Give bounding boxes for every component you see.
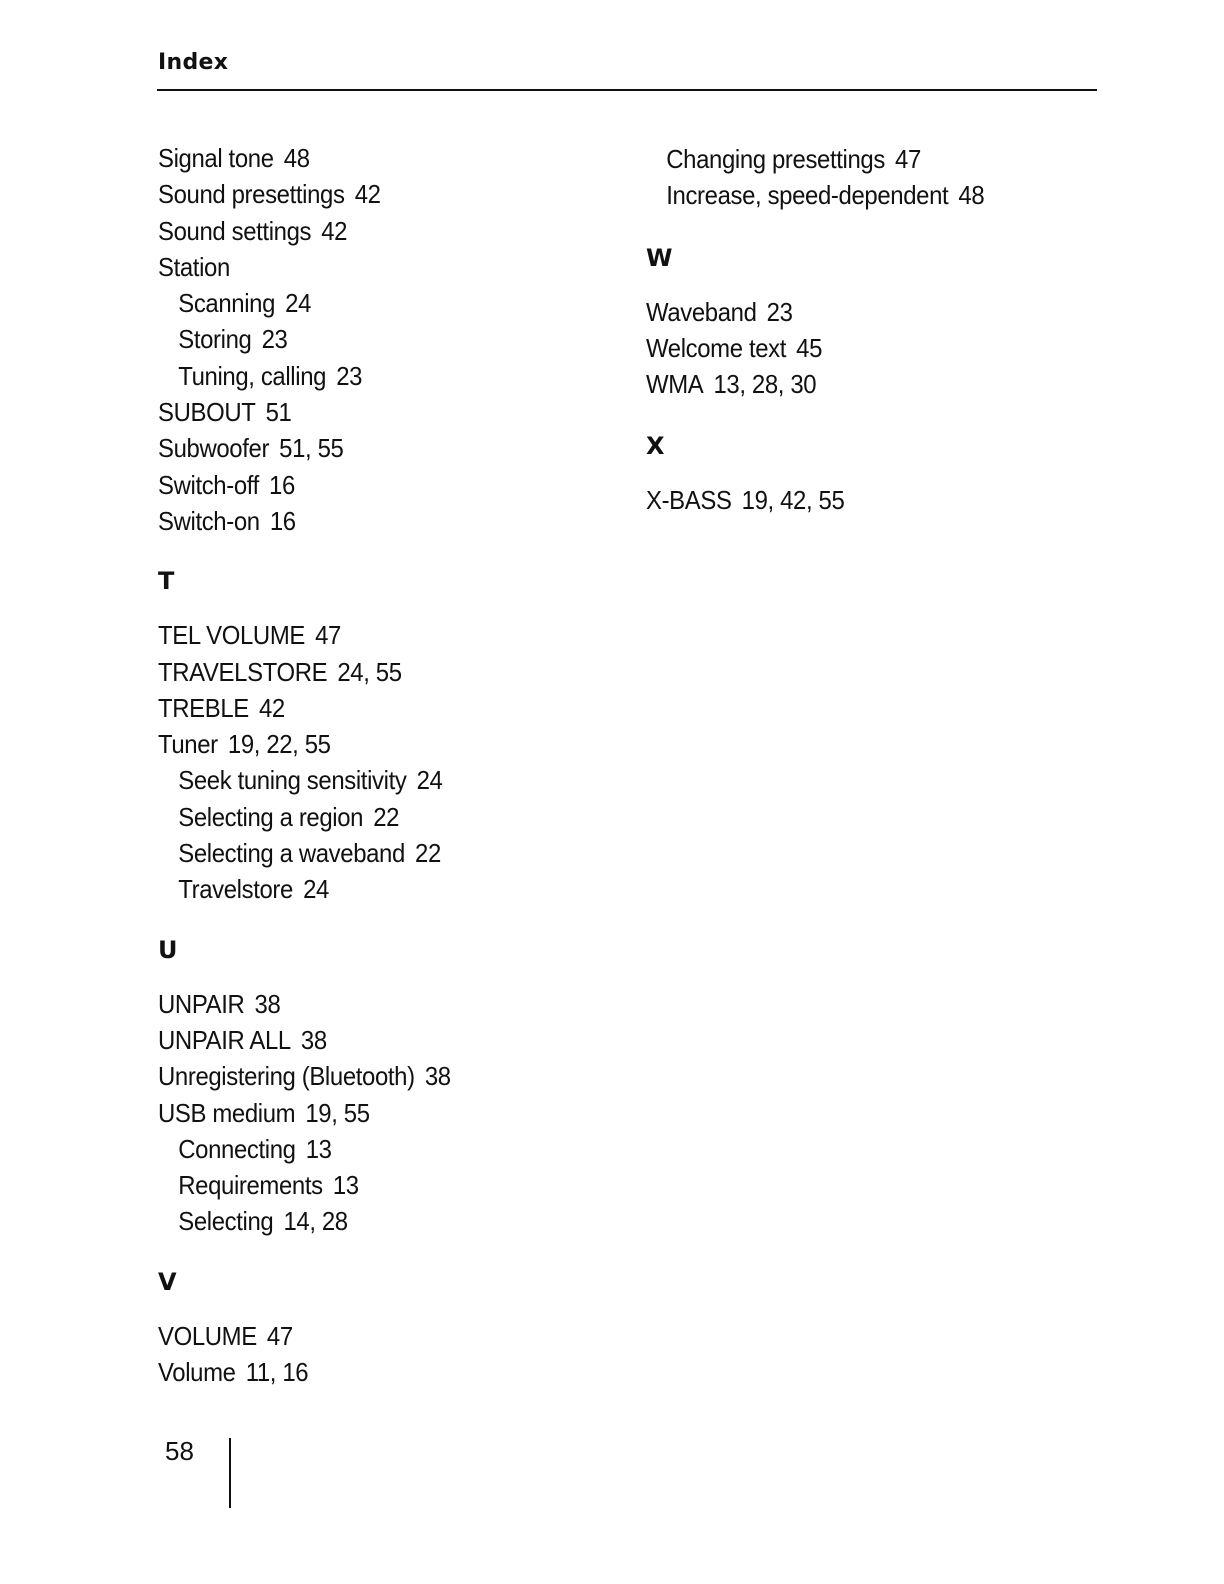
- entry-term: Storing: [178, 324, 252, 355]
- index-entry: [158, 1095, 581, 1131]
- index-entry: [158, 140, 581, 176]
- index-entry: [158, 430, 581, 466]
- entry-term: Sound presettings: [158, 179, 345, 210]
- index-subentry: [158, 762, 581, 798]
- entry-pages: 19, 55: [305, 1097, 370, 1128]
- entry-term: Changing presettings: [666, 144, 885, 174]
- entry-term: UNPAIR ALL: [158, 1024, 291, 1055]
- index-subentry: [158, 1167, 581, 1203]
- index-entry: [158, 467, 581, 503]
- index-entry: [158, 986, 581, 1022]
- index-subentry: [158, 321, 581, 357]
- section-letter: W: [646, 243, 673, 272]
- entry-pages: 42: [258, 692, 285, 723]
- index-entry: [158, 1022, 581, 1058]
- entry-term: TREBLE: [158, 692, 249, 723]
- entry-pages: 38: [254, 988, 281, 1019]
- entry-pages: 45: [796, 332, 823, 363]
- entry-term: Switch-off: [158, 469, 259, 500]
- entry-term: Switch-on: [158, 505, 260, 536]
- index-subentry: [646, 177, 1060, 213]
- entry-pages: 23: [766, 296, 793, 327]
- index-column-right: [646, 141, 1096, 519]
- index-entry: [158, 249, 581, 285]
- entry-term: Sound settings: [158, 215, 312, 246]
- index-entry: [646, 366, 1060, 402]
- entry-term: Selecting a region: [178, 801, 364, 832]
- entry-term: UNPAIR: [158, 988, 245, 1019]
- index-subentry: [158, 835, 581, 871]
- page-number: 58: [165, 1436, 194, 1466]
- entry-pages: 47: [266, 1320, 293, 1351]
- page-title: Index: [158, 50, 229, 75]
- index-entries-s: [158, 140, 618, 539]
- entry-pages: 24: [285, 288, 312, 319]
- entry-term: Requirements: [178, 1170, 323, 1201]
- entry-pages: 42: [354, 179, 381, 210]
- index-subentry: [158, 1203, 581, 1239]
- entry-pages: 22: [415, 838, 441, 869]
- entry-term: Connecting: [178, 1133, 296, 1164]
- index-section-x: [646, 434, 1096, 518]
- index-section-v: [158, 1267, 618, 1391]
- entry-pages: 42: [321, 215, 348, 246]
- entry-term: TRAVELSTORE: [158, 656, 328, 687]
- entry-pages: 48: [283, 143, 310, 173]
- index-section-t: [158, 569, 618, 907]
- entry-term: Travelstore: [178, 874, 293, 905]
- index-entry: [646, 294, 1060, 330]
- entry-pages: 22: [373, 801, 400, 832]
- index-entry: [158, 503, 581, 539]
- entry-pages: 24: [416, 765, 443, 796]
- index-entry: [158, 726, 581, 762]
- entry-pages: 51: [265, 397, 292, 428]
- index-subentry: [158, 1131, 581, 1167]
- section-letter: T: [158, 567, 175, 596]
- entry-pages: 19, 42, 55: [741, 485, 845, 516]
- entry-term: X-BASS: [646, 485, 732, 516]
- index-entries-continued: [646, 141, 1096, 214]
- entry-pages: 38: [424, 1061, 451, 1092]
- entry-pages: 13: [305, 1133, 332, 1164]
- index-entry: [158, 1318, 581, 1354]
- entry-term: Waveband: [646, 296, 757, 327]
- entry-pages: 48: [958, 180, 985, 211]
- index-subentry: [158, 871, 581, 907]
- entry-pages: 16: [269, 469, 295, 500]
- entry-term: WMA: [646, 369, 704, 400]
- entry-pages: 23: [336, 360, 363, 391]
- entry-pages: 13: [332, 1170, 359, 1201]
- index-subentry: [158, 358, 581, 394]
- entry-term: TEL VOLUME: [158, 620, 305, 651]
- entry-term: Volume: [158, 1357, 236, 1388]
- section-letter: U: [158, 935, 178, 964]
- index-entry: [158, 1354, 581, 1390]
- entry-term: Subwoofer: [158, 433, 270, 464]
- entry-term: Signal tone: [158, 143, 274, 173]
- index-entry: [158, 654, 581, 690]
- entry-pages: 24: [303, 874, 329, 905]
- index-section-u: [158, 935, 618, 1240]
- header-rule: [157, 89, 1097, 91]
- entry-pages: 16: [269, 505, 296, 536]
- entry-term: Scanning: [178, 288, 276, 319]
- entry-term: Selecting a waveband: [178, 838, 405, 869]
- index-column-left: [158, 140, 618, 1390]
- entry-term: Selecting: [178, 1206, 274, 1237]
- index-entry: [158, 176, 581, 212]
- index-entry: [158, 394, 581, 430]
- entry-pages: 19, 22, 55: [227, 729, 331, 760]
- index-subentry: [646, 141, 1060, 177]
- entry-term: Tuner: [158, 729, 218, 760]
- entry-pages: 11, 16: [245, 1357, 309, 1388]
- index-entry: [158, 617, 581, 653]
- entry-pages: 14, 28: [283, 1206, 348, 1237]
- page-number-rule: [229, 1438, 231, 1508]
- entry-pages: 24, 55: [337, 656, 402, 687]
- entry-pages: 23: [261, 324, 288, 355]
- index-section-w: [646, 243, 1096, 403]
- entry-term: SUBOUT: [158, 397, 256, 428]
- section-letter: X: [646, 432, 665, 461]
- index-entry: [158, 690, 581, 726]
- entry-term: VOLUME: [158, 1320, 257, 1351]
- entry-term: Seek tuning sensitivity: [178, 765, 407, 796]
- entry-pages: 47: [315, 620, 341, 651]
- entry-term: Welcome text: [646, 332, 787, 363]
- entry-pages: 51, 55: [279, 433, 344, 464]
- index-entry: [646, 482, 1060, 518]
- index-entry: [158, 1058, 581, 1094]
- entry-term: Tuning, calling: [178, 360, 327, 391]
- section-letter: V: [158, 1267, 177, 1296]
- entry-term: Station: [158, 251, 230, 282]
- index-entry: [646, 330, 1060, 366]
- index-entry: [158, 213, 581, 249]
- entry-term: Increase, speed-dependent: [666, 180, 949, 211]
- entry-pages: 13, 28, 30: [713, 369, 817, 400]
- entry-pages: 38: [300, 1024, 327, 1055]
- entry-term: USB medium: [158, 1097, 296, 1128]
- index-subentry: [158, 285, 581, 321]
- entry-term: Unregistering (Bluetooth): [158, 1061, 415, 1092]
- index-subentry: [158, 799, 581, 835]
- entry-pages: 47: [895, 144, 921, 174]
